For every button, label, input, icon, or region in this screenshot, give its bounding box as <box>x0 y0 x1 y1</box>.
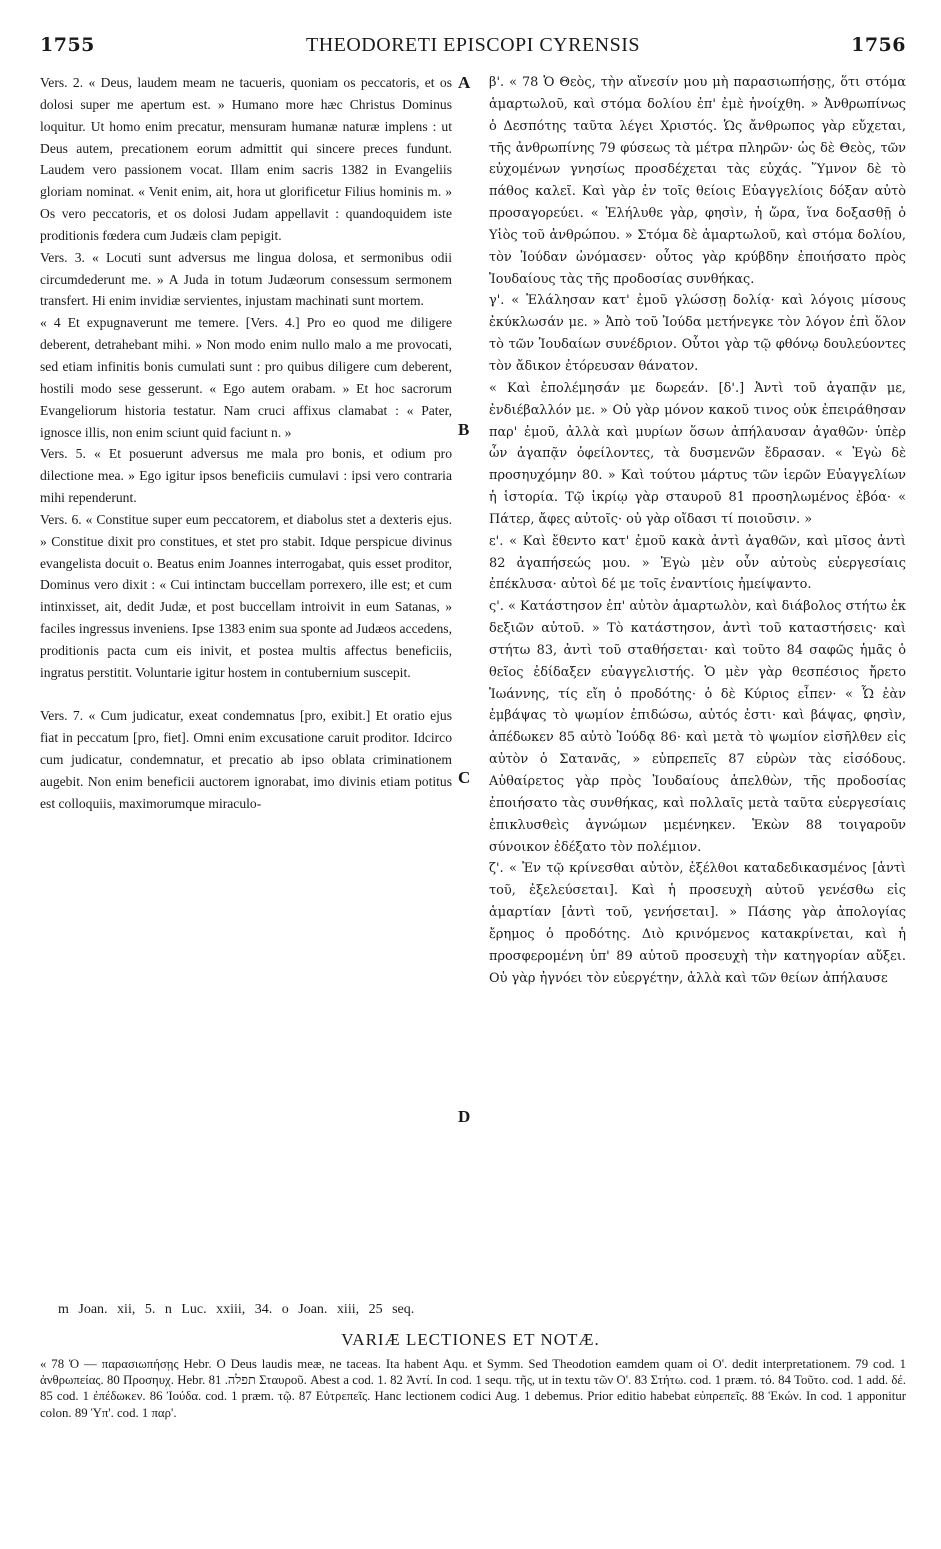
greek-column <box>489 72 906 989</box>
latin-column <box>40 72 452 815</box>
greek-paragraph: ς'. « Κατάστησον ἐπ' αὐτὸν ἁμαρτωλὸν, καὶ διάβολος στήτω ἐκ δεξιῶν αὐτοῦ. » Τὸ κατάστησον, ἀντὶ τοῦ καταστήσεις· καὶ στήτω 83, ἀντὶ τοῦ σταθήσεται· καὶ τοῦτο 84 σαφῶς ἡμᾶς ὁ θεῖος ἐδίδαξεν εὐαγγελιστής. Ὁ μὲν γὰρ θεσπέσιος ἤρετο Ἰωάννης, τίς εἴη ὁ προδότης· ὁ δὲ Κύριος εἶπεν· « Ὧ ἐὰν ἐμβάψας τὸ ψωμίον ἐπιδώσω, αὐτός ἐστι· καὶ βάψας, φησὶν, ἀπέδωκεν 85 αὐτὸ Ἰούδᾳ 86· καὶ μετὰ τὸ ψωμίον εἰσῆλθεν εἰς αὐτὸν ὁ Σατανᾶς, » εὐπρεπεῖς 87 εὑρὼν τὰς εἰσόδους. Αὐθαίρετος γὰρ πρὸς Ἰουδαίους ἀπελθὼν, τῆς προδοσίας ἐποιήσατο τὰς συνθήκας, καὶ πολλαῖς μετὰ ταῦτα εὐεργεσίαις ἐπικλυσθεὶς ἀγνώμων μεμένηκεν. Ἑκὼν 88 τοιγαροῦν σύνοικον ἐδέξατο τὸν πολέμιον. <box>489 599 906 855</box>
greek-paragraph: ε'. « Καὶ ἔθεντο κατ' ἐμοῦ κακὰ ἀντὶ ἀγαθῶν, καὶ μῖσος ἀντὶ 82 ἀγαπήσεώς μου. » Ἐγὼ μὲν οὖν αὐτοὺς εὐεργεσίαις ἐπέκλυσα· αὐτοὶ δέ με τοῖς ἐναντίοις ἠμείψαντο. <box>489 533 906 593</box>
greek-paragraph: β'. « 78 Ὁ Θεὸς, τὴν αἴνεσίν μου μὴ παρασιωπήσῃς, ὅτι στόμα ἁμαρτωλοῦ, καὶ στόμα δολίου ἐπ' ἐμὲ ἠνοίχθη. » Ἀνθρωπίνως ὁ Δεσπότης ταῦτα λέγει Χριστός. Ὡς ἄνθρωπος γὰρ εὔχεται, τῆς ἀνθρωπίνης 79 φύσεως τὰ μέτρα πληρῶν· ὡς δὲ Θεὸς, τῶν εὐχομένων γνησίως προσδέχεται τὰς εὐχάς. Ὕμνον δὲ τὸ πάθος καλεῖ. Καὶ γὰρ ἐν τοῖς θείοις Εὐαγγελίοις δόξαν αὐτὸ προσαγορεύει. « Ἐλήλυθε γὰρ, φησὶν, ἡ ὥρα, ἵνα δοξασθῇ ὁ Υἱὸς τοῦ ἀνθρώπου. » Στόμα δὲ ἁμαρτωλοῦ, καὶ στόμα δολίου, τὸν Ἰούδαν ὠνόμασεν· οὗτος γὰρ κρύβδην ἐποιήσατο πρὸς Ἰουδαίους τὰς τῆς προδοσίας συνθήκας. <box>489 75 906 287</box>
left-column-number: 1755 <box>40 34 95 56</box>
running-title: THEODORETI EPISCOPI CYRENSIS <box>305 34 641 56</box>
latin-paragraph: Vers. 5. « Et posuerunt adversus me mala pro bonis, et odium pro dilectione mea. » Ego igitur ipsos beneficiis cumulavi : ipsi vero contraria mihi rependerunt. <box>40 446 452 506</box>
notes-heading: VARIÆ LECTIONES ET NOTÆ. <box>341 1330 600 1349</box>
notes-text: « 78 Ὁ — παρασιωπήσῃς Hebr. O Deus laudis meæ, ne taceas. Ita habent Aqu. et Symm. Sed Theodotion eamdem quam οἱ Ο'. dedit interpretationem. 79 cod. 1 ἀνθρωπείας. 80 Προσηυχ. Hebr. תפלה. 81 Σταυροῦ. Abest a cod. 1. 82 Ἀντί. In cod. 1 sequ. τῆς, ut in textu τῶν Ο'. 83 Στήτω. cod. 1 præm. τό. 84 Τοῦτο. cod. 1 add. δέ. 85 cod. 1 ἐπέδωκεν. 86 Ἰούδα. cod. 1 præm. τῷ. 87 Εὐτρεπεῖς. Hanc lectionem codici Aug. 1 debemus. Prior editio habebat εὐπρεπεῖς. 88 Ἑκών. In cod. 1 apponitur colon. 89 Ὑπ'. cod. 1 παρ'. <box>40 1357 906 1420</box>
latin-paragraph: Vers. 7. « Cum judicatur, exeat condemnatus [pro, exibit.] Et oratio ejus fiat in peccatum [pro, fiet]. Omni enim excusatione caruit proditor. Idcirco cum judicatur, condemnatur, et precatio ab ipso oblata criminationem augebit. Non enim beneficii auctorem ignorabat, imo divinis etiam potitus est colloquiis, maximorumque miraculo- <box>40 708 452 811</box>
greek-paragraph: ζ'. « Ἐν τῷ κρίνεσθαι αὐτὸν, ἐξέλθοι καταδεδικασμένος [ἀντὶ τοῦ, ἐξελεύσεται]. Καὶ ἡ προσευχὴ αὐτοῦ γενέσθω εἰς ἁμαρτίαν [ἀντὶ τοῦ, γενήσεται]. » Πάσης γὰρ ἀπολογίας ἔρημος ὁ προδότης. Διὸ κρινόμενος κατακρίνεται, καὶ ἡ προσφερομένη ὑπ' 89 αὐτοῦ προσευχὴ τὴν κατηγορίαν αὔξει. Οὐ γὰρ ἠγνόει τὸν εὐεργέτην, ἀλλὰ καὶ τῶν θείων ἀπήλαυσε <box>489 861 906 986</box>
latin-paragraph: Vers. 3. « Locuti sunt adversus me lingua dolosa, et sermonibus odii circumdederunt me. » A Juda in totum Judæorum consessum sermonem transfert. Hi enim invidiæ servientes, injustam machinati sunt mortem. <box>40 249 452 309</box>
scripture-references: m Joan. xii, 5. n Luc. xxiii, 34. o Joan. xiii, 25 seq. <box>58 1302 415 1317</box>
section-marker-a: A <box>458 73 471 92</box>
page-header <box>40 34 906 64</box>
latin-paragraph: « 4 Et expugnaverunt me temere. [Vers. 4.] Pro eo quod me diligere deberent, detrahebant mihi. » Non modo enim nullo malo a me provocati, sed etiam infinitis bonis cumulati sunt : pro quibus diligere cum deberent, hostili modo sese gesserunt. « Ego autem orabam. » Et hoc sacrorum Evangeliorum historia testatur. Nam cruci affixus clamabat : « Pater, ignosce illis, non enim sciunt quid faciunt n. » <box>40 315 452 440</box>
right-column-number: 1756 <box>851 34 906 56</box>
greek-paragraph: « Καὶ ἐπολέμησάν με δωρεάν. [δ'.] Ἀντὶ τοῦ ἀγαπᾷν με, ἐνδιέβαλλόν με. » Οὐ γὰρ μόνον κακοῦ τινος οὐκ ἐπειράθησαν παρ' ἐμοῦ, ἀλλὰ καὶ μυρίων ὅσων ἀπήλαυσαν ἀγαθῶν· ὑπὲρ ὧν ἀγαπᾷν ὀφείλοντες, τὰ δυσμενῶν ἔδρασαν. « Ἐγὼ δὲ προσηυχόμην 80. » Καὶ τούτου μάρτυς τῶν ἱερῶν Εὐαγγελίων ἡ ἱστορία. Τῷ ἰκρίῳ γὰρ σταυροῦ 81 προσηλωμένος ἐβόα· « Πάτερ, ἄφες αὐτοῖς· οὐ γὰρ οἴδασι τί ποιοῦσιν. » <box>489 380 906 527</box>
section-marker-b: B <box>458 420 470 439</box>
section-marker-d: D <box>458 1107 471 1126</box>
section-marker-c: C <box>458 768 471 787</box>
latin-paragraph: Vers. 2. « Deus, laudem meam ne tacueris, quoniam os peccatoris, et os dolosi super me apertum est. » Humano more hæc Christus Dominus loquitur. Ut homo enim precatur, mensuram humanæ naturæ implens : ut Deus autem, precationem eorum admittit qui sincere preces fundunt. Laudem vero passionem vocat. Illam enim sacris 1382 in Evangeliis gloriam nominat. « Venit enim, ait, hora ut glorificetur Filius hominis m. » Os vero peccatoris, et os dolosi Judam appellavit : quandoquidem iste proditionis fœdera cum Judæis clam pepigit. <box>40 75 452 243</box>
paragraph-gap <box>40 684 452 706</box>
latin-paragraph: Vers. 6. « Constitue super eum peccatorem, et diabolus stet a dexteris ejus. » Constitue dixit pro constitues, et stet pro stabit. Idque perspicue divinus evangelista docuit o. Beatus enim Joannes interrogabat, quis esset proditor, Dominus vero dixit : « Cui intinctam buccellam porrexero, ille est; et cum intinxisset, ait, dedit Judæ, et post buccellam introivit in eum Satanas, » faciles ingressus inveniens. Ipse 1383 enim sua sponte ad Judæos accedens, proditionis pacta cum eis inivit, et postea multis affectus beneficiis, ingratus perstitit. Voluntarie igitur hostem in contubernium suscepit. <box>40 511 452 680</box>
greek-paragraph: γ'. « Ἐλάλησαν κατ' ἐμοῦ γλώσσῃ δολίᾳ· καὶ λόγοις μίσους ἐκύκλωσάν με. » Ἀπὸ τοῦ Ἰούδα μετήνεγκε τὸν λόγον ἐπὶ ὅλον τὸ τῶν Ἰουδαίων συνέδριον. Οὗτοι γὰρ τῷ φθόνῳ δουλεύοντες τὸν ἄδικον ἐτόρευσαν θάνατον. <box>489 293 906 374</box>
notes-block <box>40 1356 906 1421</box>
